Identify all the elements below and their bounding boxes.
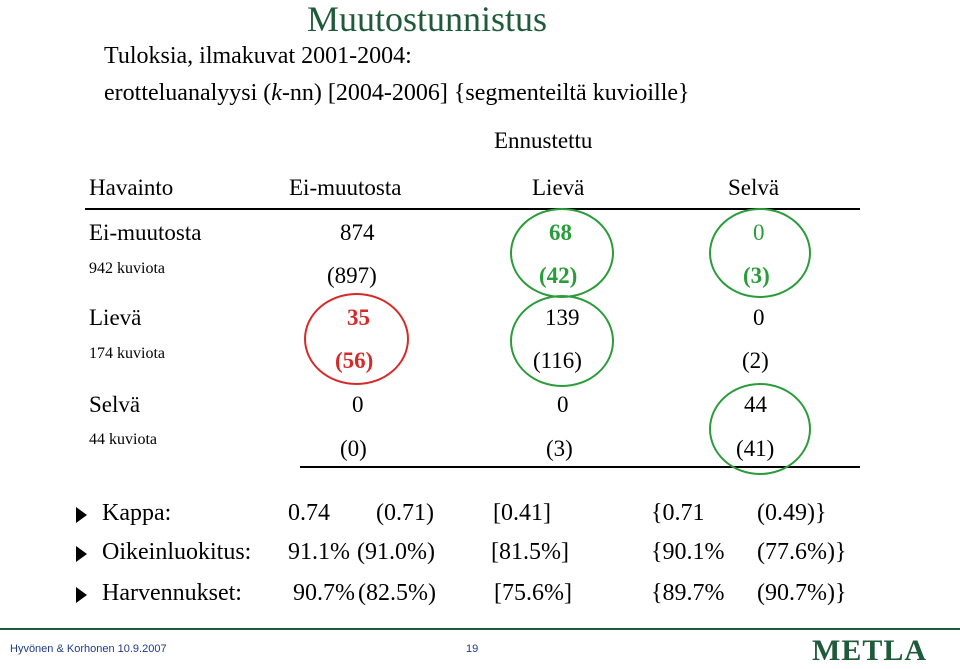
predicted-label: Ennustettu [494, 128, 593, 153]
footer-author: Hyvönen & Korhonen 10.9.2007 [10, 643, 167, 655]
cell-value: 139 [545, 305, 580, 330]
row-sublabel: 44 kuviota [89, 431, 157, 448]
stat-value: (91.0%) [357, 539, 435, 565]
bullet-icon [76, 546, 87, 562]
cell-sub-value: (41) [736, 436, 775, 461]
cell-value: 874 [340, 220, 375, 245]
cell-sub-value: (3) [743, 263, 770, 288]
cell-sub-value: (2) [742, 348, 769, 373]
highlight-circle-green [709, 208, 811, 298]
bullet-icon [76, 507, 87, 523]
row-label: Ei-muutosta [89, 220, 202, 245]
stat-value: 90.7% [293, 580, 355, 606]
bullet-icon [76, 587, 87, 603]
footer-page-number: 19 [466, 643, 479, 655]
header-clear: Selvä [728, 175, 780, 200]
stat-value: [75.6%] [494, 580, 572, 606]
slide-title: Muutostunnistus [307, 0, 548, 39]
subtitle-part: erotteluanalyysi ( [104, 80, 272, 106]
subtitle-part: -nn) [2004-2006] {segmenteiltä kuvioille} [281, 80, 690, 106]
cell-value: 0 [753, 305, 765, 330]
cell-sub-value: (42) [539, 263, 578, 288]
stat-value: {0.71 [651, 500, 705, 526]
cell-value: 0 [352, 392, 364, 417]
stat-value: (0.71) [376, 500, 434, 526]
cell-value: 35 [347, 305, 370, 330]
row-sublabel: 942 kuviota [89, 260, 165, 277]
row-label: Selvä [89, 392, 141, 417]
metla-logo: METLA [812, 634, 928, 667]
highlight-circle-green [510, 208, 614, 298]
highlight-circle-red [304, 293, 409, 385]
footer-rule [0, 628, 960, 630]
cell-sub-value: (897) [327, 263, 377, 288]
highlight-circle-green [709, 383, 811, 475]
footer [0, 632, 960, 669]
row-label: Lievä [89, 305, 142, 330]
cell-sub-value: (56) [335, 348, 374, 373]
cell-sub-value: (0) [340, 436, 367, 461]
header-observed: Havainto [89, 175, 174, 200]
cell-sub-value: (116) [533, 348, 582, 373]
stat-value: [0.41] [493, 500, 551, 526]
highlight-circle-green [510, 295, 614, 387]
stat-value: (82.5%) [358, 580, 436, 606]
stat-value: {90.1% [651, 539, 725, 565]
header-slight: Lievä [532, 175, 585, 200]
subtitle-line-2 [104, 80, 690, 107]
cell-value: 68 [549, 220, 572, 245]
stat-value: [81.5%] [491, 539, 569, 565]
subtitle-k: k [271, 80, 282, 106]
cell-value: 44 [744, 392, 767, 417]
row-sublabel: 174 kuviota [89, 345, 165, 362]
stat-value: (77.6%)} [757, 539, 847, 565]
header-no-change: Ei-muutosta [289, 175, 402, 200]
stat-label: Oikeinluokitus: [102, 539, 252, 565]
stat-label: Harvennukset: [102, 580, 242, 606]
stat-value: 0.74 [288, 500, 330, 526]
stat-value: (90.7%)} [757, 580, 847, 606]
stat-value: {89.7% [651, 580, 725, 606]
stat-value: 91.1% [288, 539, 350, 565]
cell-value: 0 [557, 392, 569, 417]
subtitle-line-1: Tuloksia, ilmakuvat 2001-2004: [104, 43, 412, 69]
stat-value: (0.49)} [757, 500, 827, 526]
stat-label: Kappa: [102, 500, 172, 526]
cell-value: 0 [753, 220, 765, 245]
cell-sub-value: (3) [546, 436, 573, 461]
